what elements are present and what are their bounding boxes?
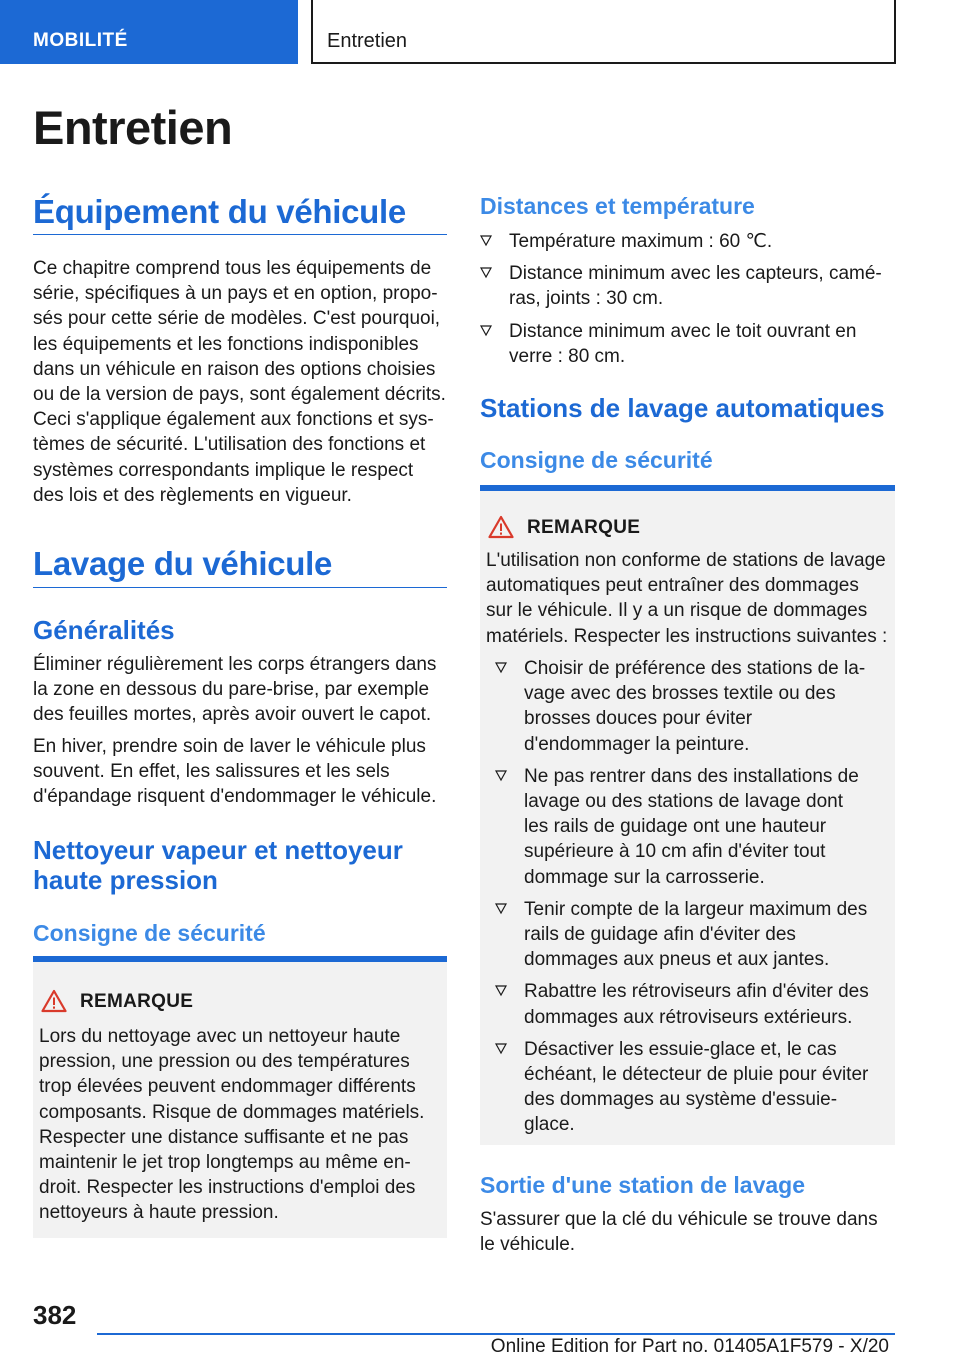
heading-steam-cleaner: Nettoyeur vapeur et nettoyeur haute pression xyxy=(33,835,403,895)
heading-distances: Distances et température xyxy=(480,193,755,219)
heading-automatic-stations: Stations de lavage automatiques xyxy=(480,393,885,423)
warning-icon xyxy=(488,515,514,539)
notice-text-right: L'utilisation non conforme de stations de lavage automatiques peut entraîner des dommages sur le véhicule. Il y a un risque de dommages matériels. Respecter les instructions suivantes : xyxy=(486,550,888,647)
triangle-bullet-icon xyxy=(495,1043,507,1055)
notice-label-right: REMARQUE xyxy=(527,517,641,538)
triangle-bullet-icon xyxy=(480,325,492,337)
warning-icon xyxy=(41,989,67,1013)
page-number: 382 xyxy=(33,1300,77,1330)
section-label: MOBILITÉ xyxy=(33,30,128,51)
heading-exit-station: Sortie d'une station de lavage xyxy=(480,1172,805,1198)
edition-footer: Online Edition for Part no. 01405A1F579 - X/20 xyxy=(490,1336,889,1357)
equipment-paragraph: Ce chapitre comprend tous les équipements de série, spécifiques à un pays et en option, proposés pour cette série de modèles. C'est pourquoi, les équipements et les fonctions indisponibles dans un véhicule en raison des options choisies ou de la version de pays, sont également décrits. Ceci s'applique également aux fonctions et systèmes de sécurité. L'utilisation des fonctions et systèmes correspondants implique le respect des lois et des règlements en vigueur. xyxy=(33,258,446,506)
footer-rule xyxy=(97,1333,895,1335)
triangle-bullet-icon xyxy=(480,235,492,247)
list-item: Ne pas rentrer dans des installations de lavage ou des stations de lavage dont les rails de guidage ont une hauteur supérieure à 10 cm afin d'éviter tout dommage sur la carrosserie. xyxy=(495,764,870,890)
heading-general: Généralités xyxy=(33,615,175,645)
heading-washing: Lavage du véhicule xyxy=(33,545,333,582)
triangle-bullet-icon xyxy=(480,267,492,279)
notice-text-left: Lors du nettoyage avec un nettoyeur haute pression, une pression ou des températures trop élevées peuvent endommager différents composants. Risque de dommages matériels. Respecter une distance suffisante et ne pas maintenir le jet trop longtemps au même endroit. Respecter les instructions d'emploi des nettoyeurs à haute pression. xyxy=(39,1026,425,1224)
list-item: Désactiver les essuie-glace et, le cas échéant, le détecteur de pluie pour éviter des dommages au système d'essuie-glace. xyxy=(495,1037,870,1138)
section-tab xyxy=(0,0,298,64)
list-item: Tenir compte de la largeur maximum des rails de guidage afin d'éviter des dommages aux pneus et aux jantes. xyxy=(495,897,870,973)
notice-label-left: REMARQUE xyxy=(80,991,194,1012)
heading-rule xyxy=(33,234,447,235)
chapter-tab xyxy=(311,0,896,64)
triangle-bullet-icon xyxy=(495,903,507,915)
triangle-bullet-icon xyxy=(495,662,507,674)
triangle-bullet-icon xyxy=(495,985,507,997)
distances-list xyxy=(480,229,895,376)
triangle-bullet-icon xyxy=(495,770,507,782)
heading-rule xyxy=(33,587,447,588)
general-paragraph-2: En hiver, prendre soin de laver le véhicule plus souvent. En effet, les salissures et les sels d'épandage risquent d'endommager le véhicule. xyxy=(33,736,437,808)
list-item: Distance minimum avec le toit ouvrant en verre : 80 cm. xyxy=(480,319,895,369)
list-item: Rabattre les rétroviseurs afin d'éviter des dommages aux rétroviseurs extérieurs. xyxy=(495,979,870,1029)
heading-equipment: Équipement du véhicule xyxy=(33,193,406,230)
heading-safety-left: Consigne de sécurité xyxy=(33,920,266,946)
general-paragraph-1: Éliminer régulièrement les corps étrangers dans la zone en dessous du pare-brise, par exemple des feuilles mortes, après avoir ouvert le capot. xyxy=(33,654,437,726)
notice-box-right xyxy=(480,485,895,1145)
list-item: Choisir de préférence des stations de lavage avec des brosses textile ou des brosses douces pour éviter d'endommager la peinture. xyxy=(495,656,870,757)
exit-paragraph: S'assurer que la clé du véhicule se trouve dans le véhicule. xyxy=(480,1209,878,1256)
heading-safety-right: Consigne de sécurité xyxy=(480,447,713,473)
notice-box-left xyxy=(33,956,447,1238)
list-item: Température maximum : 60 ℃. xyxy=(480,229,895,254)
notice-list xyxy=(495,656,870,1145)
list-item: Distance minimum avec les capteurs, caméras, joints : 30 cm. xyxy=(480,261,895,311)
chapter-label: Entretien xyxy=(327,30,408,52)
page-title: Entretien xyxy=(33,101,233,154)
